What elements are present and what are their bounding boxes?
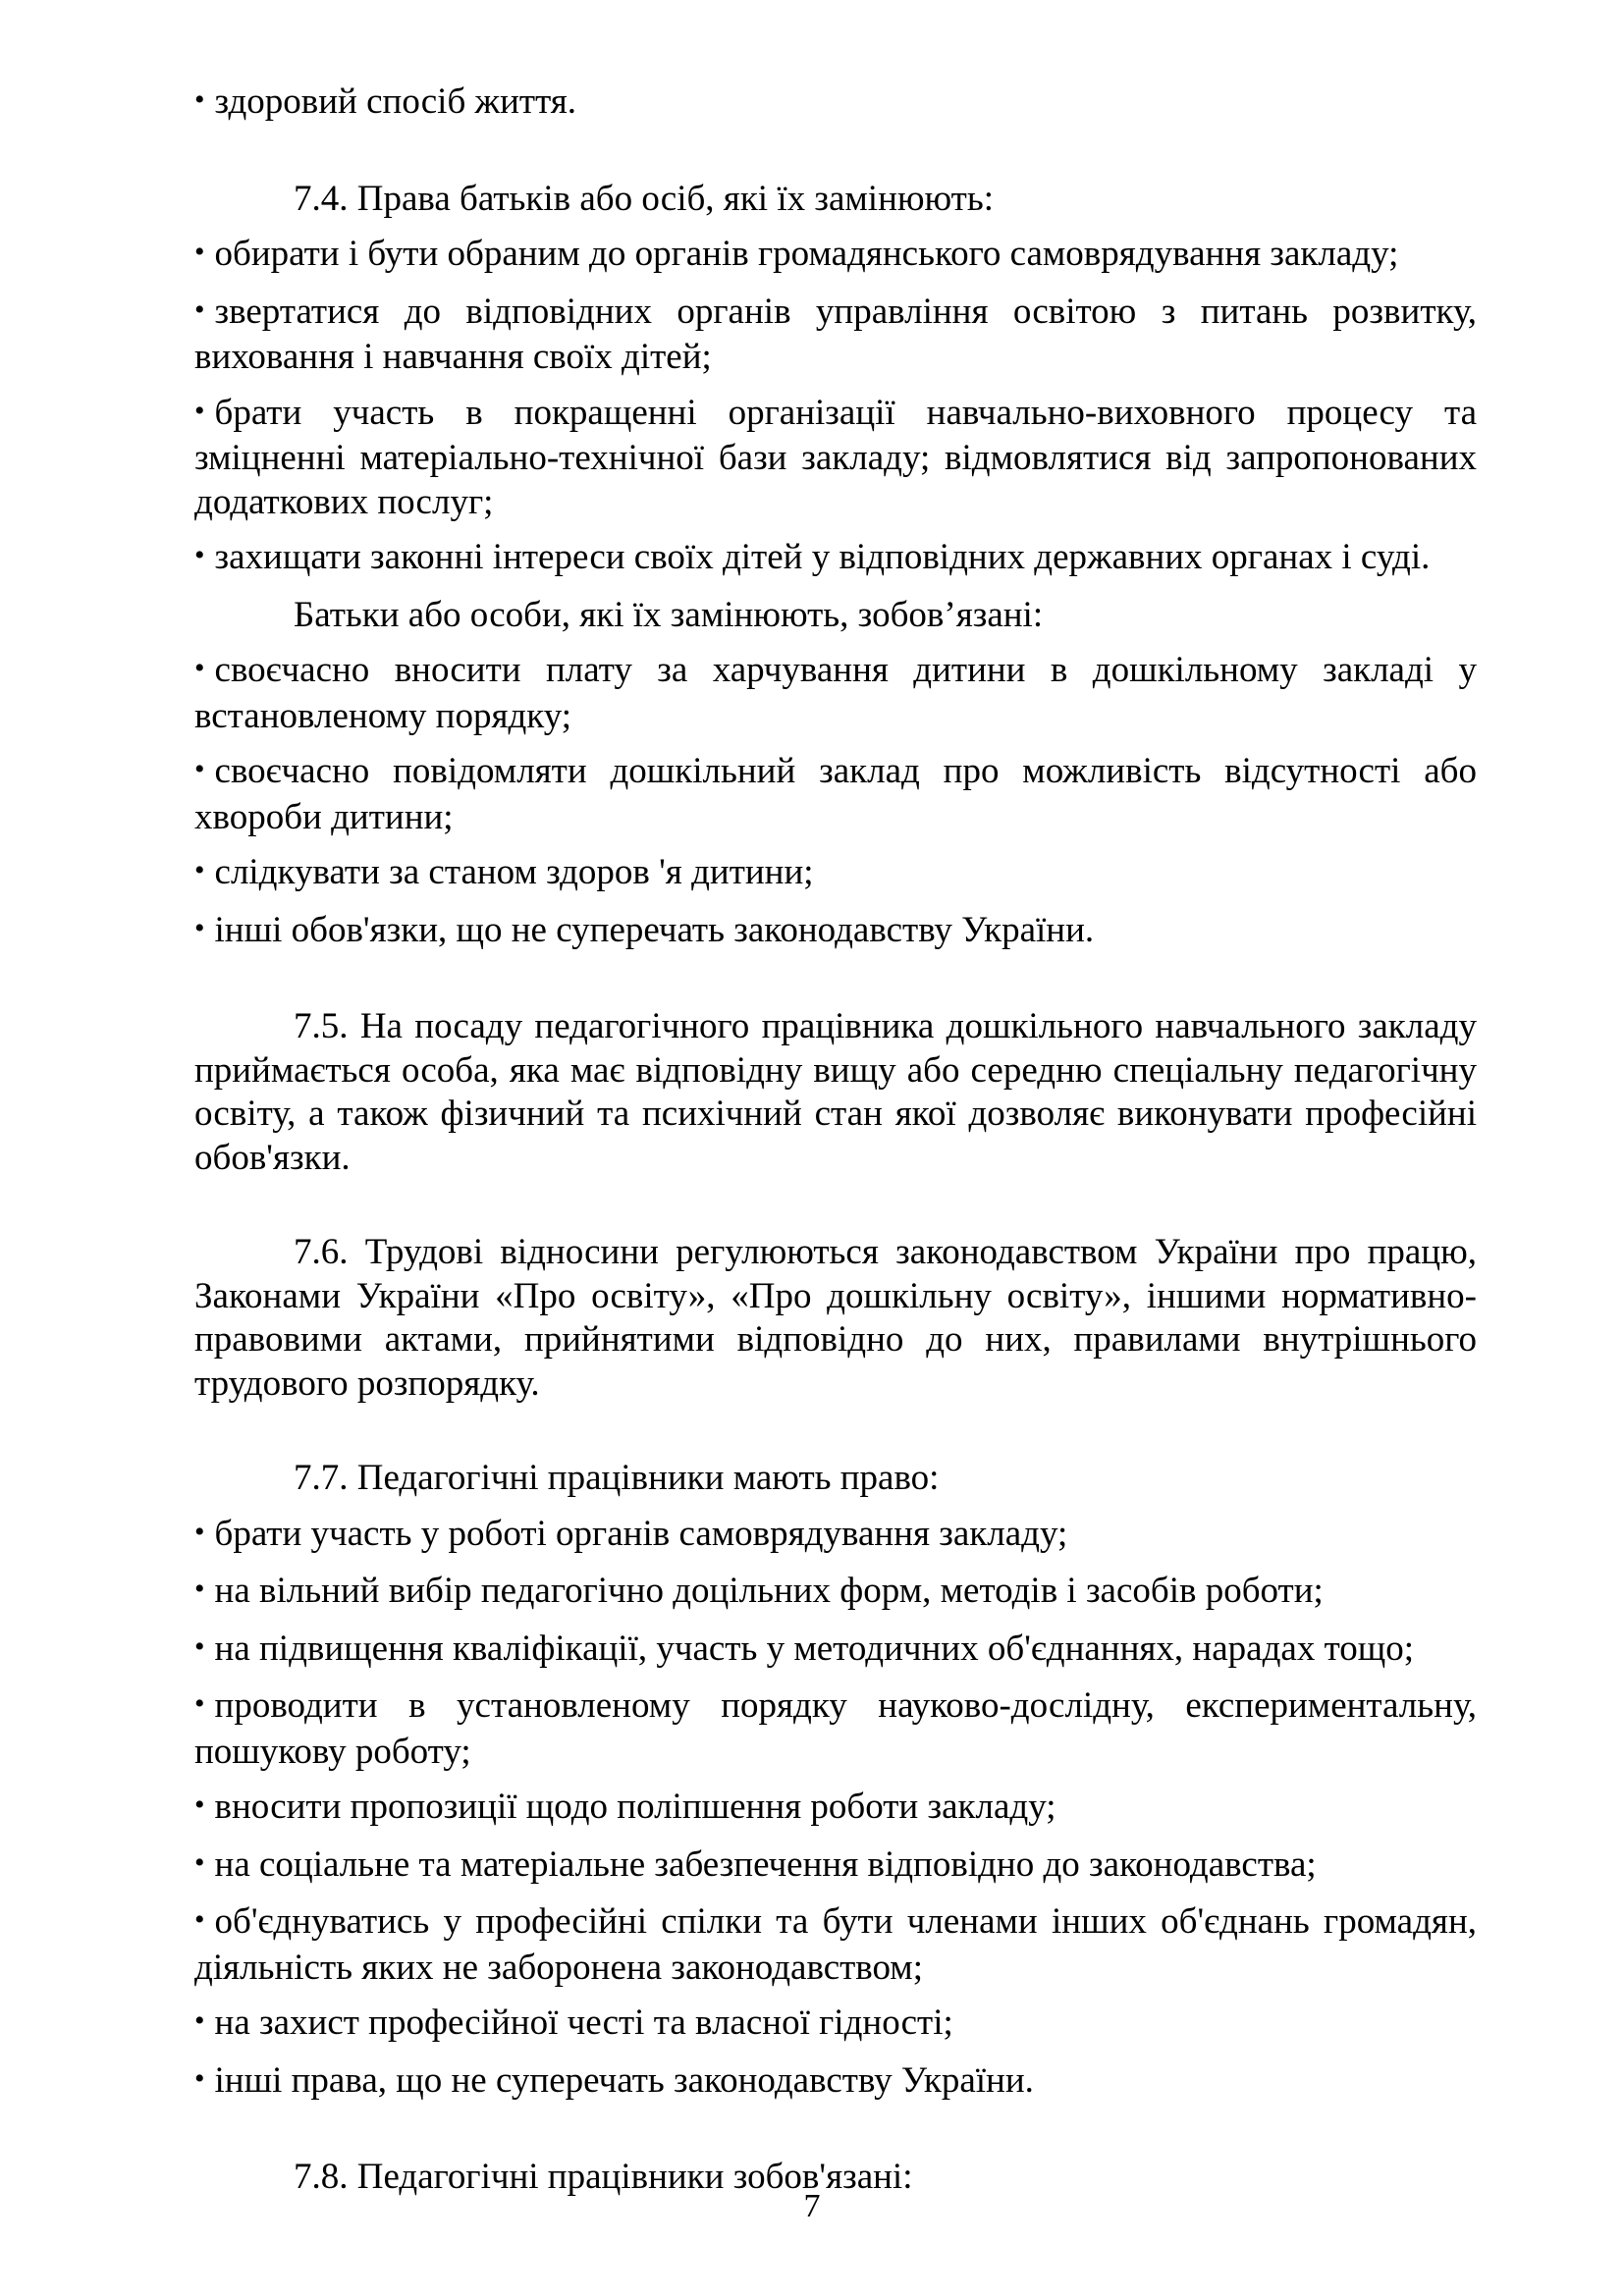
bullet-text: своєчасно повідомляти дошкільний заклад про можливість відсутності або хвороби дитини;: [194, 751, 1477, 837]
bullet-item: [194, 649, 1477, 738]
bullet-icon: •: [194, 1789, 205, 1821]
bullet-text: звертатися до відповідних органів управління освітою з питань розвитку, виховання і навчання своїх дітей;: [194, 291, 1477, 377]
bullet-item: [194, 536, 1477, 582]
bullet-item: [194, 2002, 1477, 2048]
bullet-text: об'єднуватись у професійні спілки та бути членами інших об'єднань громадян, діяльність яких не заборонена законодавством;: [194, 1901, 1477, 1988]
bullet-item: [194, 1570, 1477, 1616]
bullet-text: проводити в установленому порядку науково-дослідну, експериментальну, пошукову роботу;: [194, 1685, 1477, 1772]
bullet-text: на соціальне та матеріальне забезпечення відповідно до законодавства;: [214, 1843, 1317, 1885]
bullet-icon: •: [194, 293, 205, 326]
paragraph-spacer: [194, 966, 1477, 1005]
bullet-icon: •: [194, 539, 205, 571]
paragraph-spacer: [194, 2116, 1477, 2156]
document-body: [194, 80, 1477, 2212]
bullet-item: [194, 750, 1477, 839]
section-heading: 7.7. Педагогічні працівники мають право:: [294, 1458, 940, 1498]
section-heading: Батьки або особи, які їх замінюють, зобов’язані:: [294, 594, 1044, 635]
bullet-item: [194, 233, 1477, 279]
bullet-item: [194, 1900, 1477, 1990]
bullet-icon: •: [194, 1515, 205, 1548]
bullet-item: [194, 851, 1477, 897]
bullet-item: [194, 392, 1477, 525]
page-number: 7: [803, 2188, 821, 2224]
bullet-item: [194, 291, 1477, 380]
bullet-icon: •: [194, 1629, 205, 1663]
bullet-text: інші обов'язки, що не суперечать законодавству України.: [214, 909, 1095, 950]
bullet-icon: •: [194, 236, 205, 268]
bullet-text: брати участь в покращенні організації навчально-виховного процесу та зміцненні матеріально-технічної бази закладу; відмовлятися від запропонованих додаткових послуг;: [194, 392, 1477, 522]
bullet-text: на підвищення кваліфікації, участь у методичних об'єднаннях, нарадах тощо;: [214, 1628, 1415, 1669]
bullet-text: вносити пропозиції щодо поліпшення роботи закладу;: [214, 1787, 1056, 1827]
bullet-icon: •: [194, 394, 205, 427]
bullet-text: на вільний вибір педагогічно доцільних форм, методів і засобів роботи;: [214, 1571, 1324, 1611]
bullet-text: своєчасно вносити плату за харчування дитини в дошкільному закладі у встановленому порядку;: [194, 650, 1477, 736]
bullet-icon: •: [194, 83, 205, 116]
bullet-icon: •: [194, 1573, 205, 1605]
section-heading: 7.4. Права батьків або осіб, які їх замінюють:: [294, 178, 995, 219]
paragraph-spacer: [194, 1192, 1477, 1231]
bullet-item: [194, 909, 1477, 955]
bullet-icon: •: [194, 652, 205, 684]
bullet-text: на захист професійної честі та власної гідності;: [214, 2002, 953, 2043]
bullet-icon: •: [194, 1845, 205, 1879]
bullet-item: [194, 2059, 1477, 2106]
bullet-text: захищати законні інтереси своїх дітей у відповідних державних органах і суді.: [214, 537, 1431, 577]
paragraph-spacer: [194, 1417, 1477, 1457]
bullet-icon: •: [194, 854, 205, 886]
bullet-text: інші права, що не суперечать законодавству України.: [214, 2059, 1034, 2101]
bullet-item: [194, 1786, 1477, 1832]
bullet-item: [194, 1843, 1477, 1890]
bullet-text: здоровий спосіб життя.: [214, 81, 577, 122]
bullet-text: слідкувати за станом здоров 'я дитини;: [214, 852, 814, 892]
bullet-item: [194, 1513, 1477, 1559]
bullet-item: [194, 80, 1477, 127]
bullet-item: [194, 1684, 1477, 1774]
section-heading: 7.8. Педагогічні працівники зобов'язані:: [294, 2157, 913, 2197]
paragraph-spacer: [194, 138, 1477, 178]
bullet-text: обирати і бути обраним до органів громадянського самоврядування закладу;: [214, 234, 1399, 274]
bullet-icon: •: [194, 2004, 205, 2037]
section-paragraph: 7.6. Трудові відносини регулюються законодавством України про працю, Законами України «Про освіту», «Про дошкільну освіту», іншими нормативно-правовими актами, прийнятими відповідно до них, правилами внутрішнього трудового розпорядку.: [194, 1232, 1477, 1404]
bullet-icon: •: [194, 753, 205, 785]
bullet-text: брати участь у роботі органів самоврядування закладу;: [214, 1513, 1068, 1554]
bullet-icon: •: [194, 1903, 205, 1936]
bullet-item: [194, 1628, 1477, 1674]
bullet-icon: •: [194, 2061, 205, 2095]
section-paragraph: 7.5. На посаду педагогічного працівника дошкільного навчального закладу приймається особа, яка має відповідну вищу або середню спеціальну педагогічну освіту, а також фізичний та психічний стан якої дозволяє виконувати професійні обов'язки.: [194, 1006, 1477, 1178]
bullet-icon: •: [194, 911, 205, 944]
bullet-icon: •: [194, 1687, 205, 1720]
